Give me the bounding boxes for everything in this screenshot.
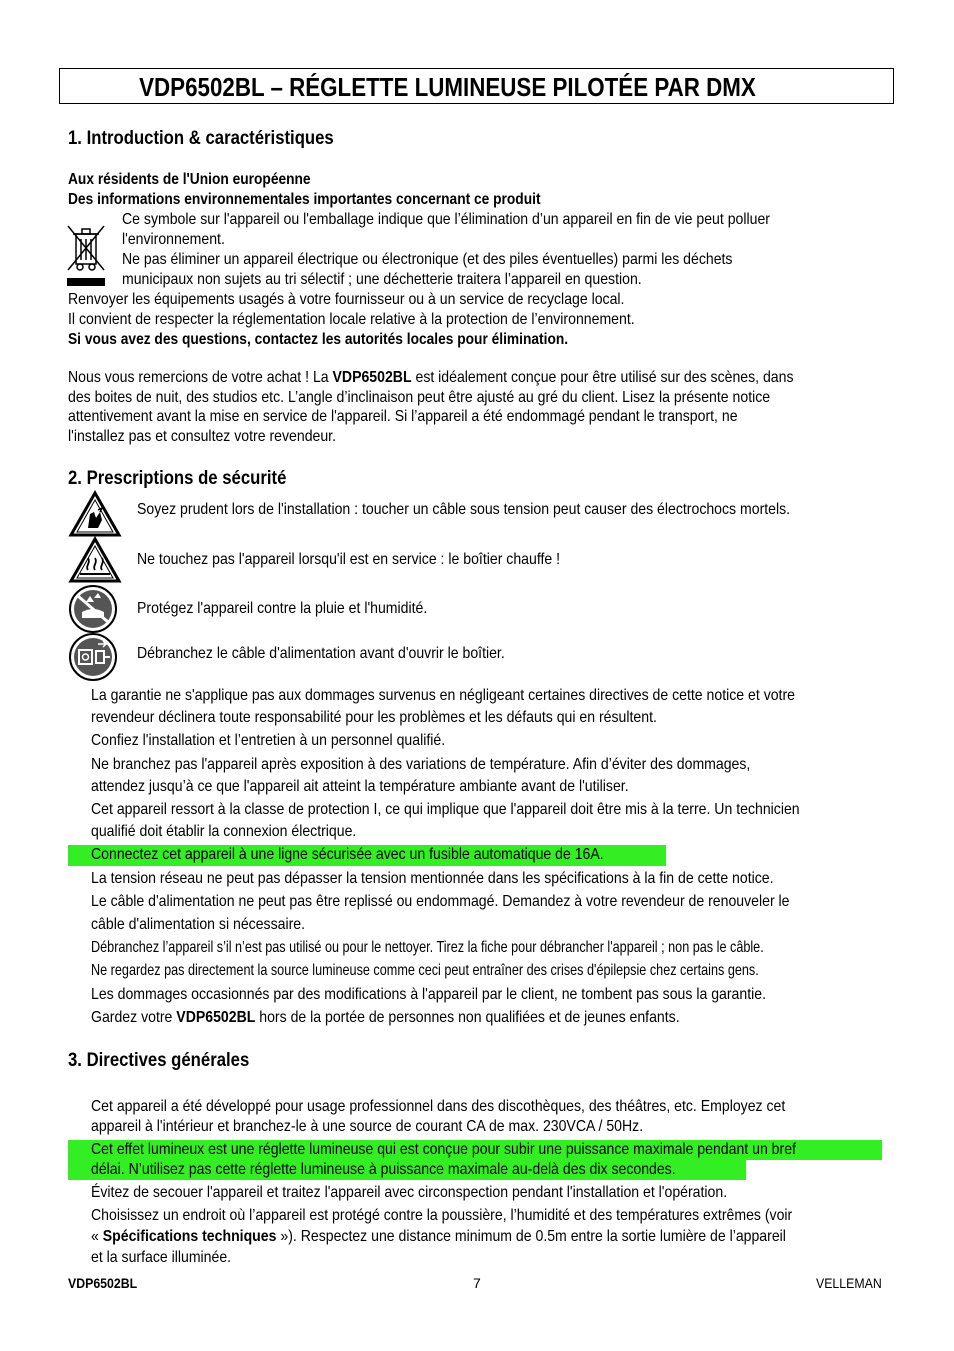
weee-p5: Renvoyer les équipements usagés à votre fournisseur ou à un service de recyclage local. <box>68 291 625 308</box>
section3-heading: 3. Directives générales <box>68 1050 250 1071</box>
general-line3: Cet effet lumineux est une réglette lumineuse qui est conçue pour subir une puissance maximale pendant un bref <box>91 1141 796 1158</box>
safety-line3: Confiez l'installation et l’entretien à un personnel qualifié. <box>91 732 446 749</box>
warning-unplug-text: Débranchez le câble d'alimentation avant d'ouvrir le boîtier. <box>137 645 505 662</box>
weee-p2: l'environnement. <box>122 231 225 248</box>
weee-p7: Si vous avez des questions, contactez les autorités locales pour élimination. <box>68 331 569 348</box>
safety-line2: revendeur déclinera toute responsabilité pour les problèmes et les défauts qui en résultent. <box>91 709 657 726</box>
footer-model: VDP6502BL <box>68 1275 138 1291</box>
safety-line9: La tension réseau ne peut pas dépasser la tension mentionnée dans les spécifications à la fin de cette notice. <box>91 870 774 887</box>
warning-hot-text: Ne touchez pas l'appareil lorsqu'il est en service : le boîtier chauffe ! <box>137 551 561 568</box>
safety-line14: Les dommages occasionnés par des modifications à l'appareil par le client, ne tombent pas sous la garantie. <box>91 986 767 1003</box>
safety-line12: Débranchez l’appareil s’il n’est pas utilisé ou pour le nettoyer. Tirez la fiche pour débrancher l'appareil ; non pas le câble. <box>91 939 764 956</box>
safety-line1: La garantie ne s'applique pas aux dommages survenus en négligeant certaines directives de cette notice et votre <box>91 687 795 704</box>
general-line7: « Spécifications techniques »). Respectez une distance minimum de 0.5m entre la sortie lumière de l’appareil <box>91 1228 786 1245</box>
footer-brand: VELLEMAN <box>816 1275 882 1291</box>
intro-line4: l'installez pas et consultez votre revendeur. <box>68 428 337 445</box>
safety-line4: Ne branchez pas l'appareil après exposition à des variations de température. Afin d’éviter des dommages, <box>91 756 751 773</box>
eu-line2: Des informations environnementales importantes concernant ce produit <box>68 191 541 208</box>
safety-line8-fuse: Connectez cet appareil à une ligne sécurisée avec un fusible automatique de 16A. <box>91 846 604 863</box>
section2-heading: 2. Prescriptions de sécurité <box>68 468 287 489</box>
general-line2: appareil à l'intérieur et branchez-le à une source de courant CA de max. 230VCA / 50Hz. <box>91 1118 644 1135</box>
weee-p3: Ne pas éliminer un appareil électrique ou électronique (et des piles éventuelles) parmi les déchets <box>122 251 733 268</box>
safety-line10: Le câble d'alimentation ne peut pas être replissé ou endommagé. Demandez à votre revendeur de renouveler le <box>91 893 790 910</box>
safety-line15: Gardez votre VDP6502BL hors de la portée de personnes non qualifiées et de jeunes enfants. <box>91 1009 680 1026</box>
intro-line2: des boites de nuit, des studios etc. L’angle d’inclinaison peut être ajusté au gré du client. Lisez la présente notice <box>68 389 771 406</box>
unplug-icon <box>68 632 118 682</box>
hot-surface-warning-icon <box>68 536 122 584</box>
weee-p4: municipaux non sujets au tri sélectif ; une déchetterie traitera l’appareil en question. <box>122 271 642 288</box>
intro-line3: attentivement avant la mise en service de l'appareil. Si l’appareil a été endommagé pendant le transport, ne <box>68 408 738 425</box>
footer-page-number: 7 <box>473 1275 481 1291</box>
weee-p1: Ce symbole sur l'appareil ou l'emballage indique que l’élimination d’un appareil en fin de vie peut polluer <box>122 211 770 228</box>
safety-line5: attendez jusqu’à ce que l'appareil ait atteint la température ambiante avant de l'utiliser. <box>91 778 629 795</box>
page-title: VDP6502BL – RÉGLETTE LUMINEUSE PILOTÉE PAR DMX <box>139 72 756 102</box>
safety-line13: Ne regardez pas directement la source lumineuse comme ceci peut entraîner des crises d'épilepsie chez certains gens. <box>91 962 759 979</box>
general-line8: et la surface illuminée. <box>91 1249 232 1266</box>
general-line6: Choisissez un endroit où l’appareil est protégé contre la poussière, l’humidité et des températures extrêmes (voir <box>91 1207 793 1224</box>
safety-line6: Cet appareil ressort à la classe de protection I, ce qui implique que l'appareil doit être mis à la terre. Un technicien <box>91 801 800 818</box>
safety-line7: qualifié doit établir la connexion électrique. <box>91 823 357 840</box>
eu-line1: Aux résidents de l'Union européenne <box>68 171 311 188</box>
title-box <box>59 68 894 104</box>
warning-water-text: Protégez l'appareil contre la pluie et l'humidité. <box>137 600 428 617</box>
intro-line1: Nous vous remercions de votre achat ! La VDP6502BL est idéalement conçue pour être utilisé sur des scènes, dans <box>68 369 794 386</box>
section1-heading: 1. Introduction & caractéristiques <box>68 128 334 149</box>
general-line4: délai. N’utilisez pas cette réglette lumineuse à puissance maximale au-delà des dix secondes. <box>91 1161 676 1178</box>
warning-shock-text: Soyez prudent lors de l'installation : toucher un câble sous tension peut causer des électrochocs mortels. <box>137 501 791 518</box>
weee-p6: Il convient de respecter la réglementation locale relative à la protection de l’environnement. <box>68 311 635 328</box>
electric-shock-warning-icon <box>68 490 122 538</box>
general-line1: Cet appareil a été développé pour usage professionnel dans des discothèques, des théâtres, etc. Employez cet <box>91 1098 786 1115</box>
general-line5: Évitez de secouer l'appareil et traitez l'appareil avec circonspection pendant l'installation et l'opération. <box>91 1184 728 1201</box>
weee-bin-icon <box>64 220 108 288</box>
safety-line11: câble d'alimentation si nécessaire. <box>91 916 306 933</box>
no-water-icon <box>68 584 118 634</box>
